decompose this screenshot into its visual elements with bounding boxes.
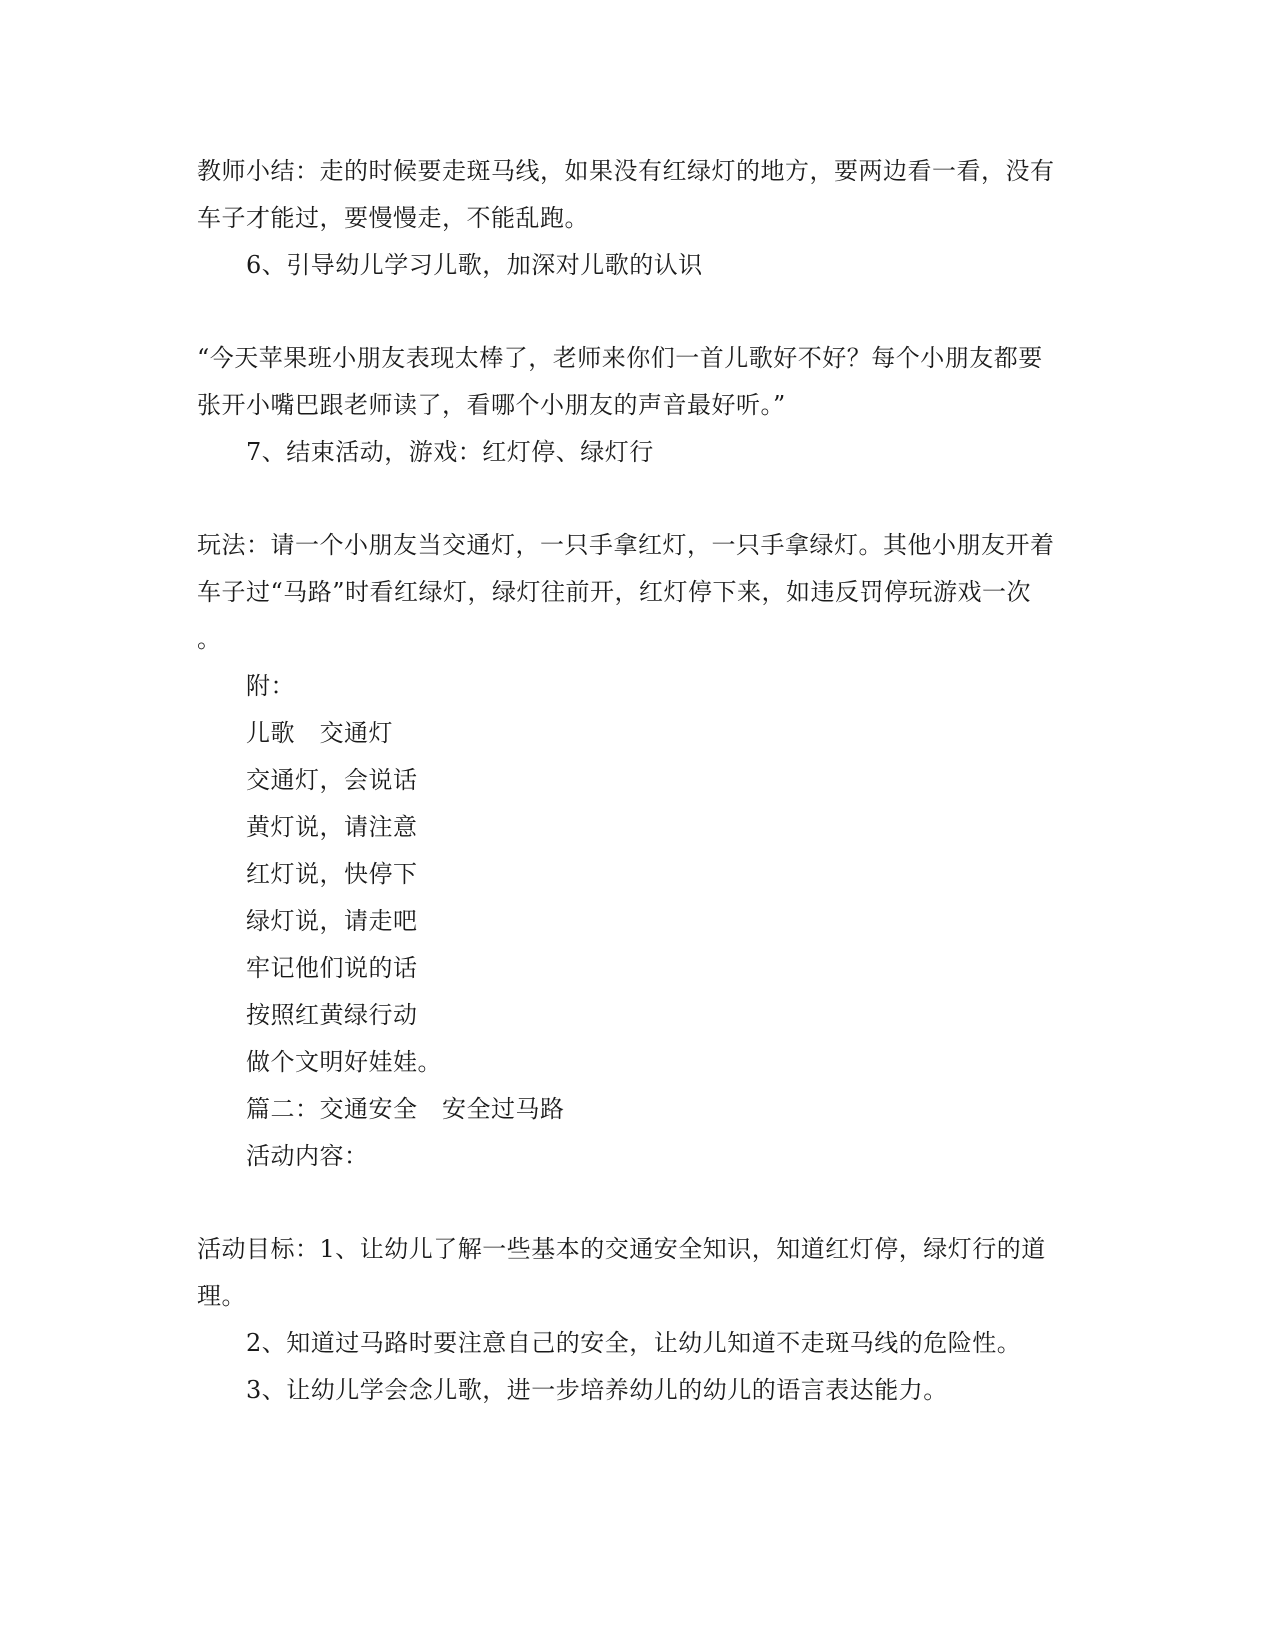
text-line: 交通灯，会说话 [246, 766, 418, 794]
text-line: 附： [246, 672, 295, 700]
text-line: 篇二：交通安全 安全过马路 [246, 1095, 565, 1123]
text-line: 玩法：请一个小朋友当交通灯，一只手拿红灯，一只手拿绿灯。其他小朋友开着 [197, 531, 1055, 559]
text-line: 3、让幼儿学会念儿歌，进一步培养幼儿的幼儿的语言表达能力。 [246, 1376, 948, 1404]
text-line: 6、引导幼儿学习儿歌，加深对儿歌的认识 [246, 251, 703, 279]
text-line: 理。 [197, 1282, 246, 1310]
text-line: 儿歌 交通灯 [246, 719, 393, 747]
text-line: 牢记他们说的话 [246, 954, 418, 982]
text-line: 红灯说，快停下 [246, 860, 418, 888]
text-line: 车子过“马路”时看红绿灯，绿灯往前开，红灯停下来，如违反罚停玩游戏一次 [197, 578, 1032, 606]
text-line: 7、结束活动，游戏：红灯停、绿灯行 [246, 438, 654, 466]
text-line: 活动目标：1、让幼儿了解一些基本的交通安全知识，知道红灯停，绿灯行的道 [197, 1235, 1046, 1263]
text-line: 。 [197, 625, 222, 653]
text-line: 活动内容： [246, 1142, 369, 1170]
text-line: 黄灯说，请注意 [246, 813, 418, 841]
text-line: 按照红黄绿行动 [246, 1001, 418, 1029]
text-line: 2、知道过马路时要注意自己的安全，让幼儿知道不走斑马线的危险性。 [246, 1329, 1022, 1357]
text-line: 绿灯说，请走吧 [246, 907, 418, 935]
text-line: 车子才能过，要慢慢走，不能乱跑。 [197, 204, 589, 232]
text-line: “今天苹果班小朋友表现太棒了，老师来你们一首儿歌好不好？每个小朋友都要 [197, 344, 1043, 372]
text-line: 张开小嘴巴跟老师读了，看哪个小朋友的声音最好听。” [197, 391, 786, 419]
text-line: 教师小结：走的时候要走斑马线，如果没有红绿灯的地方，要两边看一看，没有 [197, 157, 1055, 185]
text-line: 做个文明好娃娃。 [246, 1048, 442, 1076]
